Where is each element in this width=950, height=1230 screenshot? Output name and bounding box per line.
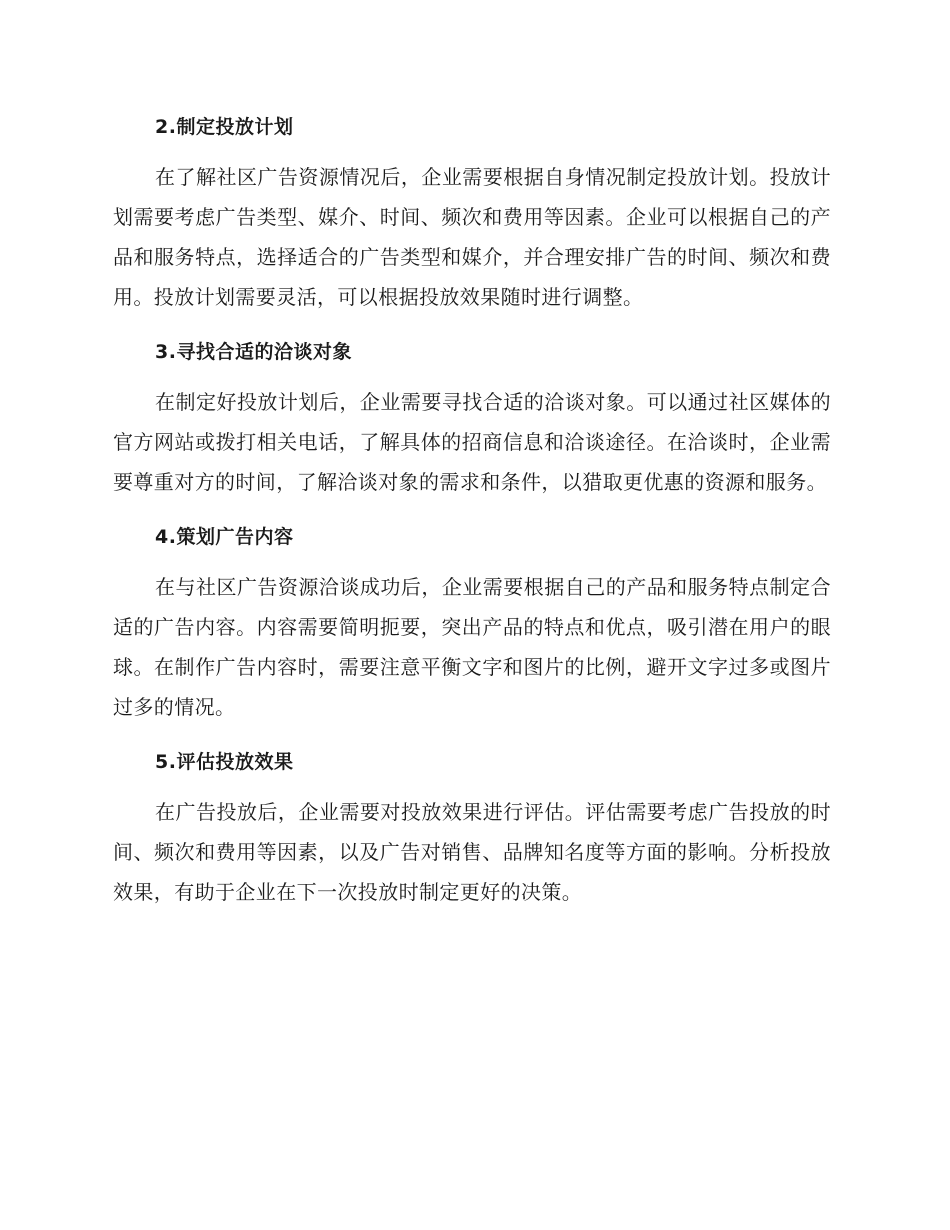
section-paragraph: 在制定好投放计划后，企业需要寻找合适的洽谈对象。可以通过社区媒体的官方网站或拨打相关电话，了解具体的招商信息和洽谈途径。在洽谈时，企业需要尊重对方的时间，了解洽谈对象的需求和条件，以猎取更优惠的资源和服务。 (113, 390, 831, 494)
section-evaluation (113, 745, 831, 912)
section-heading: 4.策划广告内容 (155, 526, 294, 548)
section-plan (113, 110, 831, 317)
section-content (113, 520, 831, 727)
section-paragraph: 在了解社区广告资源情况后，企业需要根据自身情况制定投放计划。投放计划需要考虑广告类型、媒介、时间、频次和费用等因素。企业可以根据自己的产品和服务特点，选择适合的广告类型和媒介，并合理安排广告的时间、频次和费用。投放计划需要灵活，可以根据投放效果随时进行调整。 (113, 165, 831, 309)
section-heading: 2.制定投放计划 (155, 116, 294, 138)
section-paragraph: 在与社区广告资源洽谈成功后，企业需要根据自己的产品和服务特点制定合适的广告内容。内容需要简明扼要，突出产品的特点和优点，吸引潜在用户的眼球。在制作广告内容时，需要注意平衡文字和图片的比例，避开文字过多或图片过多的情况。 (113, 575, 831, 719)
section-heading: 3.寻找合适的洽谈对象 (155, 341, 352, 363)
section-negotiation (113, 335, 831, 502)
section-paragraph: 在广告投放后，企业需要对投放效果进行评估。评估需要考虑广告投放的时间、频次和费用等因素，以及广告对销售、品牌知名度等方面的影响。分析投放效果，有助于企业在下一次投放时制定更好的决策。 (113, 800, 831, 904)
section-heading: 5.评估投放效果 (155, 751, 294, 773)
document-page (113, 110, 831, 930)
